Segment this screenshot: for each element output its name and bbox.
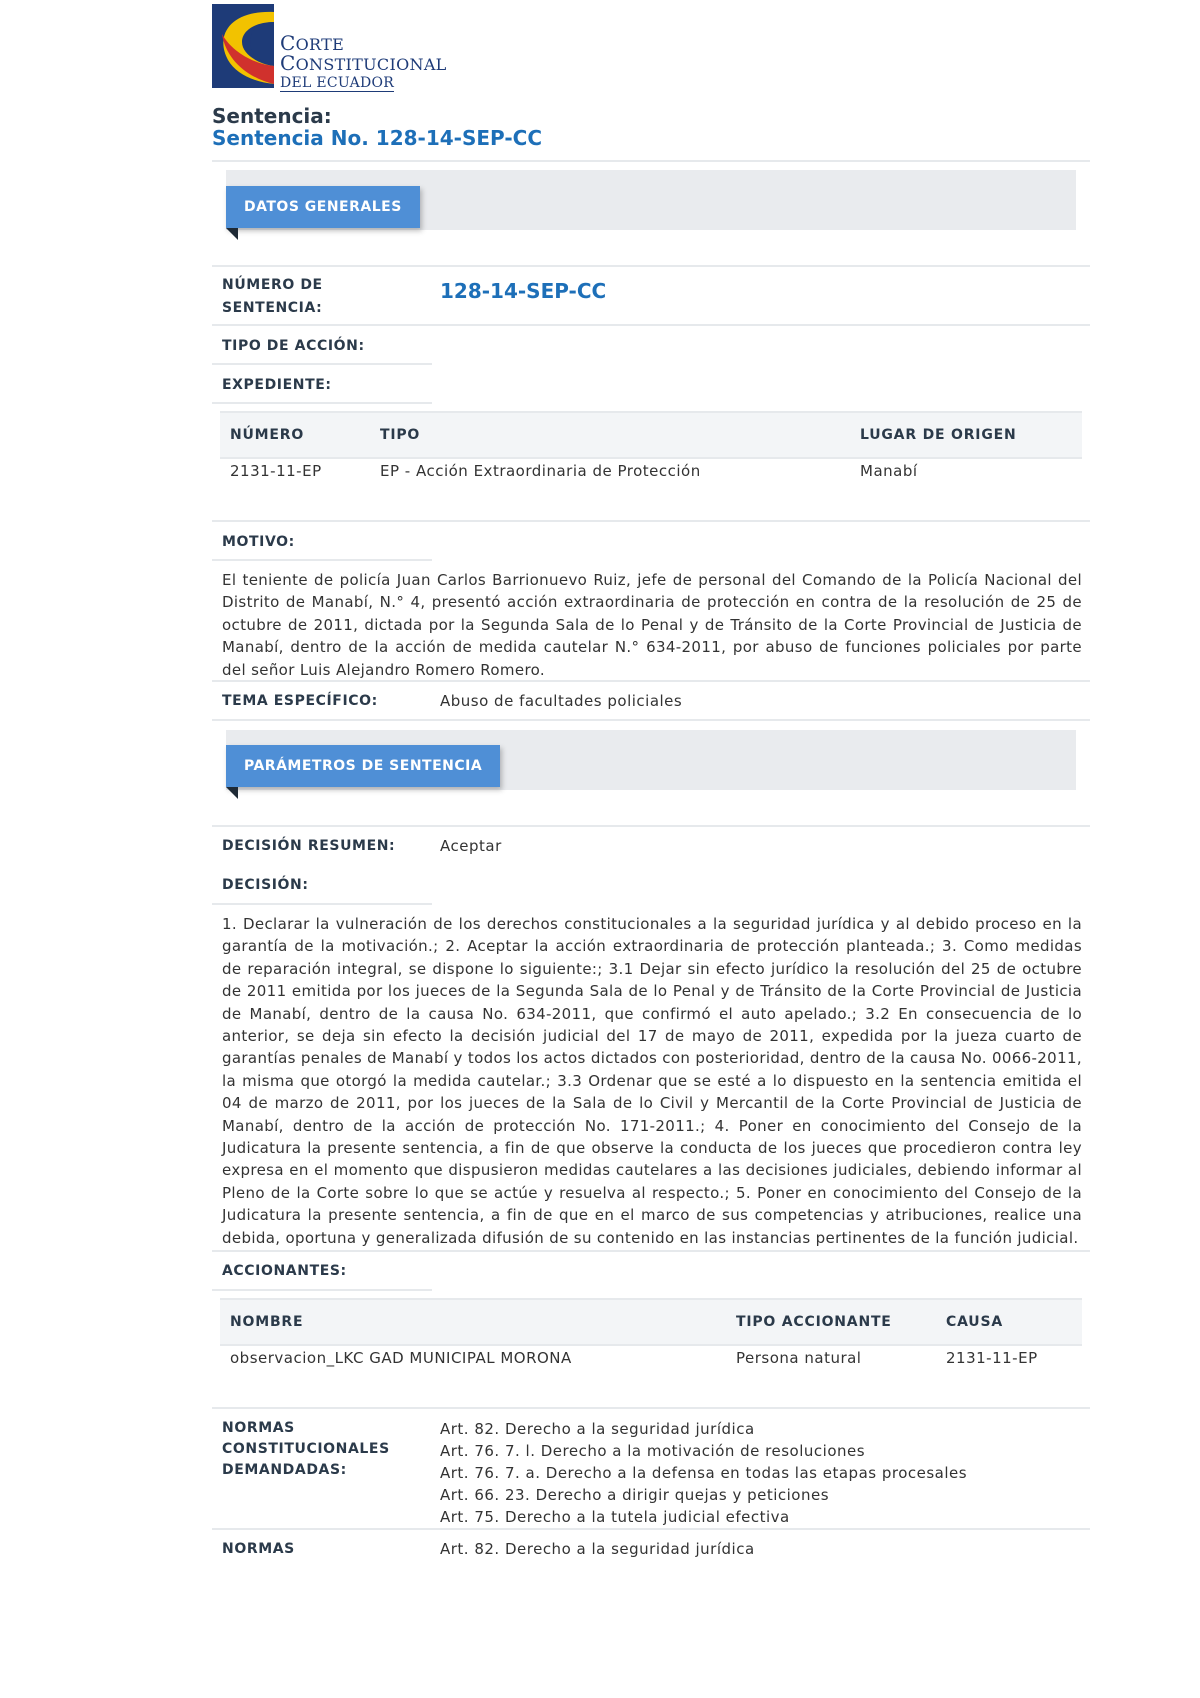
accionante-tipo-cell: Persona natural [736,1349,862,1367]
section-tab-datos-generales: DATOS GENERALES [226,186,420,228]
logo-line-1: CORTE [280,31,345,55]
divider [212,903,432,905]
corte-constitucional-logo[interactable] [212,0,447,96]
expediente-tipo-cell: EP - Acción Extraordinaria de Protección [380,462,701,480]
list-item: Art. 66. 23. Derecho a dirigir quejas y peticiones [440,1486,830,1504]
expediente-label: EXPEDIENTE: [222,377,332,393]
list-item: Art. 76. 7. a. Derecho a la defensa en todas las etapas procesales [440,1464,968,1482]
divider [212,1250,1090,1252]
decision-text: 1. Declarar la vulneración de los derechos constitucionales a la seguridad jurídica y al debido proceso en la garantía de la motivación.; 2. Aceptar la acción extraordinaria de protección planteada.; 3. Como medidas de reparación integral, se dispone lo siguiente:; 3.1 Dejar sin efecto jurídico la resolución del 25 de octubre de 2011 emitida por los jueces de la Segunda Sala de lo Penal y de Tránsito de la Corte Provincial de Justicia de Manabí, dentro de la causa No. 634-2011, que confirmó el auto apelado.; 3.2 En consecuencia de lo anterior, se deja sin efecto la decisión judicial del 17 de mayo de 2011, expedida por la jueza cuarto de garantías penales de Manabí y todos los actos dictados con posterioridad, dentro de la causa No. 0066-2011, la misma que otorgó la medida cautelar.; 3.3 Ordenar que se esté a lo dispuesto en la sentencia emitida el 04 de marzo de 2011, por los jueces de la Sala de lo Civil y Mercantil de la Corte Provincial de Justicia de Manabí, dentro de la acción de protección No. 171-2011.; 4. Poner en conocimiento del Consejo de la Judicatura la presente sentencia, a fin de que observe la conducta de los jueces que procedieron contra ley expresa en el momento que dispusieron medidas cautelares a las decisiones judiciales, debiendo informar al Pleno de la Corte sobre lo que se actúe y resuelva al respecto.; 5. Poner en conocimiento del Consejo de la Judicatura la presente sentencia, a fin de que en el marco de sus competencias y atribuciones, realice una debida, oportuna y generalizada difusión de su contenido en las instancias pertinentes de la función judicial. [222,915,1082,1247]
divider [212,559,432,561]
accionantes-label: ACCIONANTES: [222,1263,347,1279]
logo-wordmark [280,31,447,93]
divider [212,719,1090,721]
expediente-table-header [220,411,1082,459]
decision-resumen-label: DECISIÓN RESUMEN: [222,838,396,854]
list-item: Art. 76. 7. l. Derecho a la motivación de resoluciones [440,1442,866,1460]
expediente-lugar-cell: Manabí [860,462,918,480]
logo-line-2: CONSTITUCIONAL [280,51,447,75]
decision-resumen-value: Aceptar [440,837,502,855]
divider [212,160,1090,162]
accionante-causa-cell: 2131-11-EP [946,1349,1038,1367]
divider [212,825,1090,827]
column-header-causa: CAUSA [946,1314,1003,1330]
divider [212,265,1090,267]
tema-especifico-value: Abuso de facultades policiales [440,692,683,710]
page-title-value: Sentencia No. 128-14-SEP-CC [212,126,542,150]
motivo-label: MOTIVO: [222,534,295,550]
motivo-text: El teniente de policía Juan Carlos Barrionuevo Ruiz, jefe de personal del Comando de la Policía Nacional del Distrito de Manabí, N.° 4, presentó acción extraordinaria de protección en contra de la resolución de 25 de octubre de 2011, dictada por la Segunda Sala de lo Penal y de Tránsito de la Corte Provincial de Justicia de Manabí, dentro de la acción de medida cautelar N.° 634-2011, por abuso de funciones policiales por parte del señor Luis Alejandro Romero Romero. [222,571,1082,679]
column-header-tipo-accionante: TIPO ACCIONANTE [736,1314,892,1330]
column-header-nombre: NOMBRE [230,1314,304,1330]
accionantes-table-header [220,1298,1082,1346]
page-title-label: Sentencia: [212,104,332,128]
tab-fold-icon [226,228,238,240]
expediente-numero-cell: 2131-11-EP [230,462,322,480]
divider [212,1407,1090,1409]
normas-list [440,1538,755,1560]
tipo-accion-label: TIPO DE ACCIÓN: [222,338,365,354]
numero-sentencia-value: 128-14-SEP-CC [440,279,607,303]
divider [212,324,1090,326]
divider [212,402,432,404]
normas-demandadas-list [440,1418,967,1528]
list-item: Art. 82. Derecho a la seguridad jurídica [440,1420,755,1438]
decision-label: DECISIÓN: [222,877,309,893]
divider [212,363,432,365]
logo-line-3: DEL ECUADOR [280,75,395,91]
logo-emblem-icon [212,4,282,90]
list-item: Art. 82. Derecho a la seguridad jurídica [440,1540,755,1558]
normas-demandadas-label: NORMAS CONSTITUCIONALES DEMANDADAS: [222,1420,390,1478]
divider [212,520,1090,522]
numero-sentencia-label: NÚMERO DE SENTENCIA: [222,277,323,316]
column-header-numero: NÚMERO [230,427,305,443]
column-header-lugar: LUGAR DE ORIGEN [860,427,1017,443]
column-header-tipo: TIPO [380,427,421,443]
normas-label: NORMAS [222,1541,295,1557]
divider [212,1528,1090,1530]
section-tab-parametros-sentencia: PARÁMETROS DE SENTENCIA [226,745,500,787]
list-item: Art. 75. Derecho a la tutela judicial efectiva [440,1508,790,1526]
divider [212,680,1090,682]
accionante-nombre-cell: observacion_LKC GAD MUNICIPAL MORONA [230,1349,572,1367]
tab-fold-icon [226,787,238,799]
divider [212,1289,432,1291]
tema-especifico-label: TEMA ESPECÍFICO: [222,693,378,709]
